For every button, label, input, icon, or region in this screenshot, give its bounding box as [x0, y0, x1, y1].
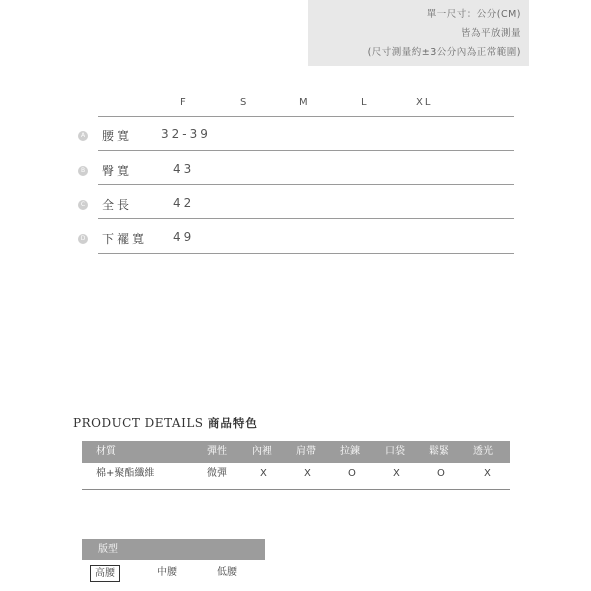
fit-option-mid-waist: 中腰: [157, 567, 177, 578]
marker-c-icon: C: [78, 200, 88, 210]
value-material: 棉+聚酯纖維: [96, 468, 155, 479]
header-strap: 肩帶: [296, 446, 316, 457]
size-header-xl: XL: [416, 97, 433, 108]
header-waistband: 鬆緊: [429, 446, 449, 457]
table-divider: [98, 218, 514, 219]
row-label-waist: 腰寬: [102, 129, 133, 143]
header-zipper: 拉鍊: [340, 446, 360, 457]
row-value-hip: 43: [173, 162, 195, 176]
size-header-l: L: [361, 97, 369, 108]
value-waistband: O: [437, 468, 445, 479]
table-divider: [98, 150, 514, 151]
value-zipper: O: [348, 468, 356, 479]
product-details-title-zh: 商品特色: [207, 416, 258, 430]
fit-option-high-waist: 高腰: [90, 565, 120, 582]
header-material: 材質: [96, 446, 116, 457]
measurement-note: [308, 0, 529, 66]
row-label-hip: 臀寬: [102, 164, 133, 178]
row-label-hem: 下襬寬: [102, 232, 148, 246]
product-details-title: [73, 415, 258, 431]
product-details-row: [82, 463, 510, 485]
product-details-header: [82, 441, 510, 463]
note-unit: 單一尺寸：公分(CM): [426, 9, 521, 20]
product-details-title-en: PRODUCT DETAILS: [73, 416, 204, 430]
table-divider: [98, 116, 514, 117]
size-header-m: M: [299, 97, 310, 108]
row-label-length: 全長: [102, 198, 133, 212]
value-strap: X: [304, 468, 311, 479]
row-value-waist: 32-39: [161, 127, 211, 141]
value-sheer: X: [484, 468, 491, 479]
product-details-divider: [82, 489, 510, 490]
table-divider: [98, 184, 514, 185]
fit-option-low-waist: 低腰: [217, 567, 237, 578]
value-lining: X: [260, 468, 267, 479]
fit-header: [82, 539, 265, 560]
fit-header-label: 版型: [98, 544, 118, 555]
header-sheer: 透光: [473, 446, 493, 457]
marker-d-icon: D: [78, 234, 88, 244]
note-tolerance: (尺寸測量約±3公分內為正常範圍): [367, 47, 521, 58]
marker-a-icon: A: [78, 131, 88, 141]
header-elasticity: 彈性: [207, 446, 227, 457]
header-pocket: 口袋: [385, 446, 405, 457]
header-lining: 內裡: [252, 446, 272, 457]
size-header-f: F: [180, 97, 188, 108]
marker-b-icon: B: [78, 166, 88, 176]
value-elasticity: 微彈: [207, 468, 227, 479]
size-header-s: S: [240, 97, 249, 108]
row-value-hem: 49: [173, 230, 195, 244]
table-divider: [98, 253, 514, 254]
row-value-length: 42: [173, 196, 195, 210]
value-pocket: X: [393, 468, 400, 479]
note-method: 皆為平放測量: [460, 28, 521, 39]
